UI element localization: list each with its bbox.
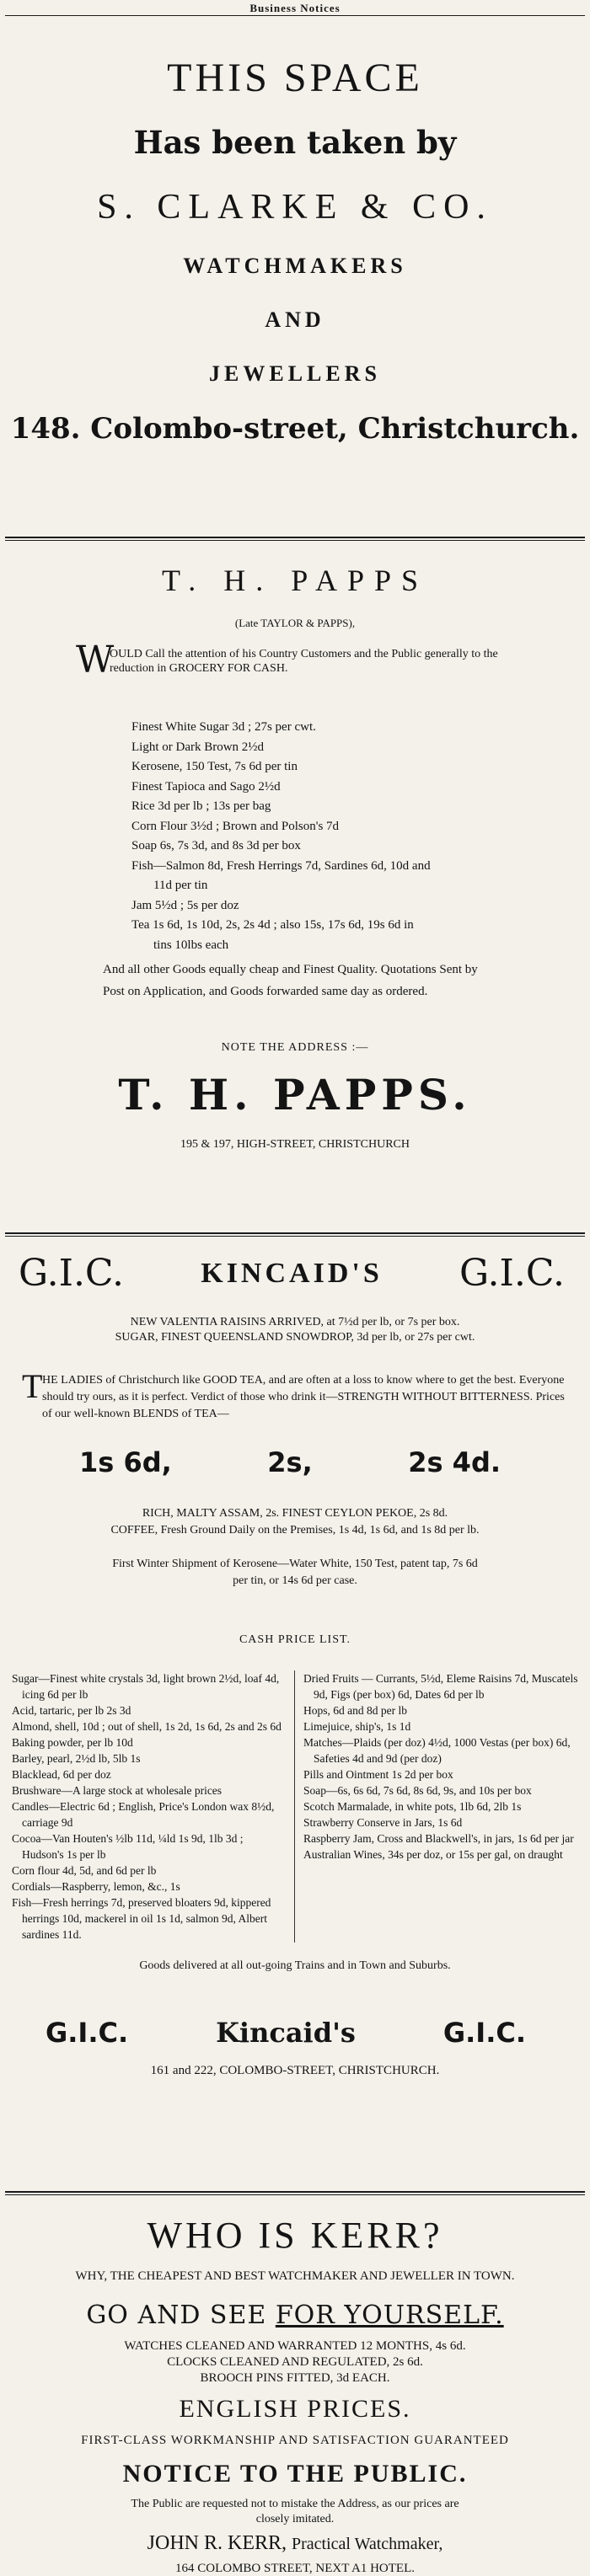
go-text: GO AND SEE [86,2301,276,2330]
go-text-underlined: FOR YOURSELF. [275,2301,504,2330]
price-entry: Cocoa—Van Houten's ½lb 11d, ¼ld 1s 9d, 1lb 3d ; Hudson's 1s per lb [12,1832,244,1861]
price-entry: Pills and Ointment 1s 2d per box [303,1768,453,1781]
tea-price: 2s 4d. [408,1446,501,1478]
kerr-headline: WHO IS KERR? [147,2215,443,2256]
papps-late: (Late TAYLOR & PAPPS), [234,617,356,629]
section-header: Business Notices [249,2,341,14]
papps-title: T. H. PAPPS [161,564,429,597]
gic-logo: G.I.C. [459,1252,565,1295]
clarke-trade-2: JEWELLERS [209,361,381,386]
dropcap: T [22,1367,43,1405]
price-item: tins 10lbs each [153,938,229,952]
price-entry: Acid, tartaric, per lb 2s 3d [12,1704,131,1717]
divider [5,15,585,16]
price-entry: Barley, pearl, 2½d lb, 5lb 1s [12,1752,141,1765]
clarke-address: 148. Colombo-street, Christchurch. [10,412,580,446]
price-entry: Almond, shell, 10d ; out of shell, 1s 2d, 1s 6d, 2s and 2s 6d [12,1720,282,1733]
kerr-address: 164 COLOMBO STREET, NEXT A1 HOTEL. [174,2562,416,2575]
public-note-line: The Public are requested not to mistake the Address, as our prices are [131,2498,459,2510]
price-item: Finest White Sugar 3d ; 27s per cwt. [131,720,316,734]
dropcap: W [76,639,115,681]
gic-logo: G.I.C. [19,1252,125,1295]
rich-line: COFFEE, Fresh Ground Daily on the Premises, 1s 4d, 1s 6d, and 1s 8d per lb. [110,1524,480,1537]
price-entry: Cordials—Raspberry, lemon, &c., 1s [12,1880,180,1893]
ship-line: per tin, or 14s 6d per case. [233,1574,357,1587]
kincaid-name-footer: Kincaid's [216,2017,356,2049]
price-entry: Blacklead, 6d per doz [12,1768,111,1781]
kerr-english-prices: ENGLISH PRICES. [179,2395,411,2423]
gic-logo: G.I.C. [442,2017,526,2049]
kerr-name-text: JOHN R. KERR, [147,2532,292,2554]
public-note-line: closely imitated. [255,2513,335,2525]
price-entry: Strawberry Conserve in Jars, 1s 6d [303,1816,463,1829]
kerr-title: Practical Watchmaker, [292,2535,443,2553]
kerr-public-note [5,2497,585,2527]
tea-prices [79,1446,501,1478]
clarke-and: AND [265,307,325,332]
price-entry: Soap—6s, 6s 6d, 7s 6d, 8s 6d, 9s, and 10s per box [303,1784,532,1797]
kincaid-news [5,1315,585,1345]
kincaid-footer [46,2017,526,2049]
papps-price-list [131,718,551,955]
kincaid-advertisement [5,1252,585,2191]
price-item: Corn Flour 3½d ; Brown and Polson's 7d [131,819,340,833]
tea-price: 1s 6d, [79,1446,172,1478]
price-item: Rice 3d per lb ; 13s per bag [131,799,271,813]
price-entry: Sugar—Finest white crystals 3d, light brown 2½d, loaf 4d, icing 6d per lb [12,1672,280,1701]
papps-address: 195 & 197, HIGH-STREET, CHRISTCHURCH [180,1138,410,1151]
price-entry: Matches—Plaids (per doz) 4½d, 1000 Vestas (per box) 6d, Safeties 4d and 9d (per doz) [303,1736,571,1765]
rich-line: RICH, MALTY ASSAM, 2s. FINEST CEYLON PEKOE, 2s 8d. [142,1507,448,1520]
kincaid-shipment [5,1556,585,1590]
price-item: Tea 1s 6d, 1s 10d, 2s, 2s 4d ; also 15s, 17s 6d, 19s 6d in [131,918,414,932]
price-item: Kerosene, 150 Test, 7s 6d per tin [131,760,298,773]
kincaid-tea-text [22,1367,568,1423]
clarke-company-name: S. CLARKE & CO. [97,188,493,227]
price-entry: Fish—Fresh herrings 7d, preserved bloaters 9d, kippered herrings 10d, mackerel in oil 1s 1d, salmon 9d, Albert sardines 11d. [12,1896,271,1941]
kerr-services [5,2338,585,2386]
price-entry: Scotch Marmalade, in white pots, 1lb 6d, 2lb 1s [303,1800,522,1813]
price-entry: Dried Fruits — Currants, 5½d, Eleme Raisins 7d, Muscatels 9d, Figs (per box) 6d, Dates 6d per lb [303,1672,578,1701]
kerr-why: WHY, THE CHEAPEST AND BEST WATCHMAKER AND JEWELLER IN TOWN. [75,2269,515,2283]
price-entry: Candles—Electric 6d ; English, Price's London wax 8½d, carriage 9d [12,1800,275,1829]
price-entry: Corn flour 4d, 5d, and 6d per lb [12,1864,157,1877]
price-item: 11d per tin [153,879,208,892]
divider [5,1232,585,1237]
news-line: NEW VALENTIA RAISINS ARRIVED, at 7½d per lb, or 7s per box. [130,1316,460,1328]
papps-intro [76,639,518,681]
divider [5,2191,585,2195]
kerr-name [5,2532,585,2555]
papps-note: NOTE THE ADDRESS :— [221,1041,369,1054]
price-item: Jam 5½d ; 5s per doz [131,898,239,912]
price-entry: Brushware—A large stock at wholesale prices [12,1784,223,1797]
news-line: SUGAR, FINEST QUEENSLAND SNOWDROP, 3d per lb, or 27s per cwt. [115,1331,475,1344]
price-entry: Limejuice, ship's, 1s 1d [303,1720,411,1733]
kerr-go-see [5,2301,585,2330]
service-line: BROOCH PINS FITTED, 3d EACH. [200,2371,390,2385]
price-entry: Australian Wines, 34s per doz, or 15s per gal, on draught [303,1848,563,1861]
price-entry: Hops, 6d and 8d per lb [303,1704,407,1717]
papps-advertisement [5,563,585,1232]
ship-line: First Winter Shipment of Kerosene—Water White, 150 Test, patent tap, 7s 6d [112,1558,478,1570]
kerr-advertisement [5,2214,585,2576]
clarke-advertisement [5,55,585,537]
kincaid-rich [5,1505,585,1539]
kerr-guarantee: FIRST-CLASS WORKMANSHIP AND SATISFACTION GUARANTEED [81,2434,509,2447]
tea-price: 2s, [267,1446,313,1478]
papps-tail: And all other Goods equally cheap and Finest Quality. Quotations Sent by Post on Application, and Goods forwarded same day as ordered. [103,963,478,998]
service-line: CLOCKS CLEANED AND REGULATED, 2s 6d. [167,2355,423,2369]
clarke-subline: Has been taken by [133,124,457,161]
papps-intro-text: OULD Call the attention of his Country Customers and the Public generally to the reduction in GROCERY FOR CASH. [110,648,498,675]
papps-big-name: T. H. PAPPS. [118,1070,472,1120]
cash-price-title: CASH PRICE LIST. [239,1633,351,1646]
price-column-right [295,1670,578,1943]
kincaid-header [19,1252,565,1295]
price-item: Soap 6s, 7s 3d, and 8s 3d per box [131,839,301,852]
tea-text: HE LADIES of Christchurch like GOOD TEA, and are often at a loss to know where to get the best. Everyone should try ours, as it is perfect. Verdict of those who drink it—STRENGTH WITHOUT BITTERNESS. Prices of our well-known BLENDS of TEA— [42,1374,565,1420]
divider [5,537,585,541]
price-entry: Raspberry Jam, Cross and Blackwell's, in jars, 1s 6d per jar [303,1832,574,1845]
price-item: Finest Tapioca and Sago 2½d [131,779,281,794]
kincaid-name: KINCAID'S [201,1257,383,1289]
kincaid-address: 161 and 222, COLOMBO-STREET, CHRISTCHURCH. [150,2064,440,2077]
service-line: WATCHES CLEANED AND WARRANTED 12 MONTHS, 4s 6d. [124,2339,466,2353]
price-entry: Baking powder, per lb 10d [12,1736,133,1749]
cash-price-list [12,1670,578,1943]
clarke-trade-1: WATCHMAKERS [183,254,407,278]
kincaid-goods: Goods delivered at all out-going Trains and in Town and Suburbs. [139,1959,451,1972]
kerr-notice: NOTICE TO THE PUBLIC. [122,2460,468,2488]
clarke-headline: THIS SPACE [167,56,423,100]
price-column-left [12,1670,295,1943]
price-item: Fish—Salmon 8d, Fresh Herrings 7d, Sardines 6d, 10d and [131,858,431,873]
gic-logo: G.I.C. [46,2017,129,2049]
price-item: Light or Dark Brown 2½d [131,740,265,754]
